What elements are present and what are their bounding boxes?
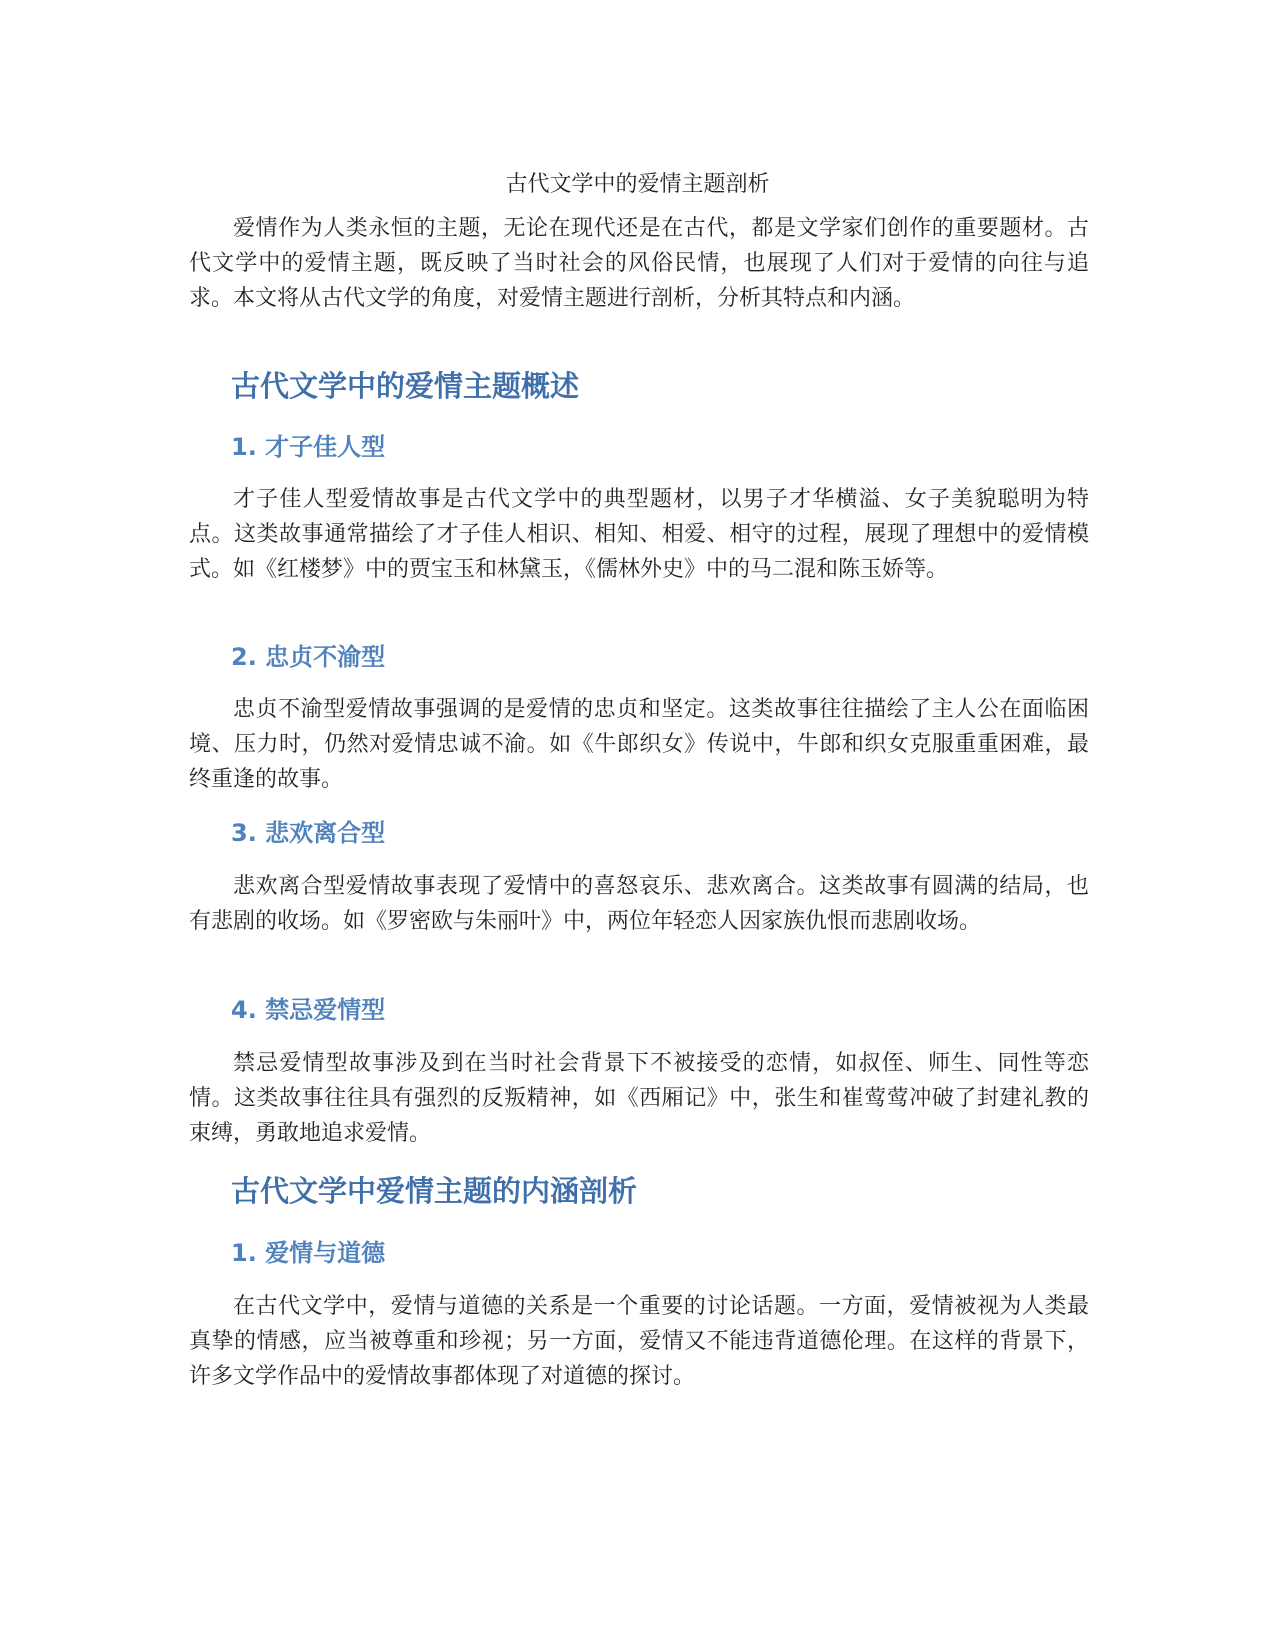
subsection-paragraph: 悲欢离合型爱情故事表现了爱情中的喜怒哀乐、悲欢离合。这类故事有圆满的结局，也有悲剧的收场。如《罗密欧与朱丽叶》中，两位年轻恋人因家族仇恨而悲剧收场。 — [189, 874, 1089, 934]
section-2-heading: 古代文学中爱情主题的内涵剖析 — [231, 1174, 638, 1208]
subsection-heading: 1. 爱情与道德 — [231, 1239, 386, 1267]
subsection-heading: 4. 禁忌爱情型 — [231, 996, 386, 1024]
subsection-paragraph: 在古代文学中，爱情与道德的关系是一个重要的讨论话题。一方面，爱情被视为人类最真挚的情感，应当被尊重和珍视；另一方面，爱情又不能违背道德伦理。在这样的背景下，许多文学作品中的爱情故事都体现了对道德的探讨。 — [189, 1294, 1089, 1389]
subsection-heading: 2. 忠贞不渝型 — [231, 643, 386, 671]
subsection-paragraph: 忠贞不渝型爱情故事强调的是爱情的忠贞和坚定。这类故事往往描绘了主人公在面临困境、压力时，仍然对爱情忠诚不渝。如《牛郎织女》传说中，牛郎和织女克服重重困难，最终重逢的故事。 — [189, 697, 1089, 792]
intro-paragraph: 爱情作为人类永恒的主题，无论在现代还是在古代，都是文学家们创作的重要题材。古代文学中的爱情主题，既反映了当时社会的风俗民情，也展现了人们对于爱情的向往与追求。本文将从古代文学的角度，对爱情主题进行剖析，分析其特点和内涵。 — [189, 216, 1089, 311]
document-title: 古代文学中的爱情主题剖析 — [505, 172, 770, 197]
subsection-paragraph: 禁忌爱情型故事涉及到在当时社会背景下不被接受的恋情，如叔侄、师生、同性等恋情。这类故事往往具有强烈的反叛精神，如《西厢记》中，张生和崔莺莺冲破了封建礼教的束缚，勇敢地追求爱情。 — [189, 1051, 1089, 1146]
section-1-heading: 古代文学中的爱情主题概述 — [231, 369, 580, 403]
subsection-heading: 3. 悲欢离合型 — [231, 819, 386, 847]
subsection-heading: 1. 才子佳人型 — [231, 433, 386, 461]
subsection-paragraph: 才子佳人型爱情故事是古代文学中的典型题材，以男子才华横溢、女子美貌聪明为特点。这类故事通常描绘了才子佳人相识、相知、相爱、相守的过程，展现了理想中的爱情模式。如《红楼梦》中的贾宝玉和林黛玉，《儒林外史》中的马二混和陈玉娇等。 — [189, 487, 1089, 582]
